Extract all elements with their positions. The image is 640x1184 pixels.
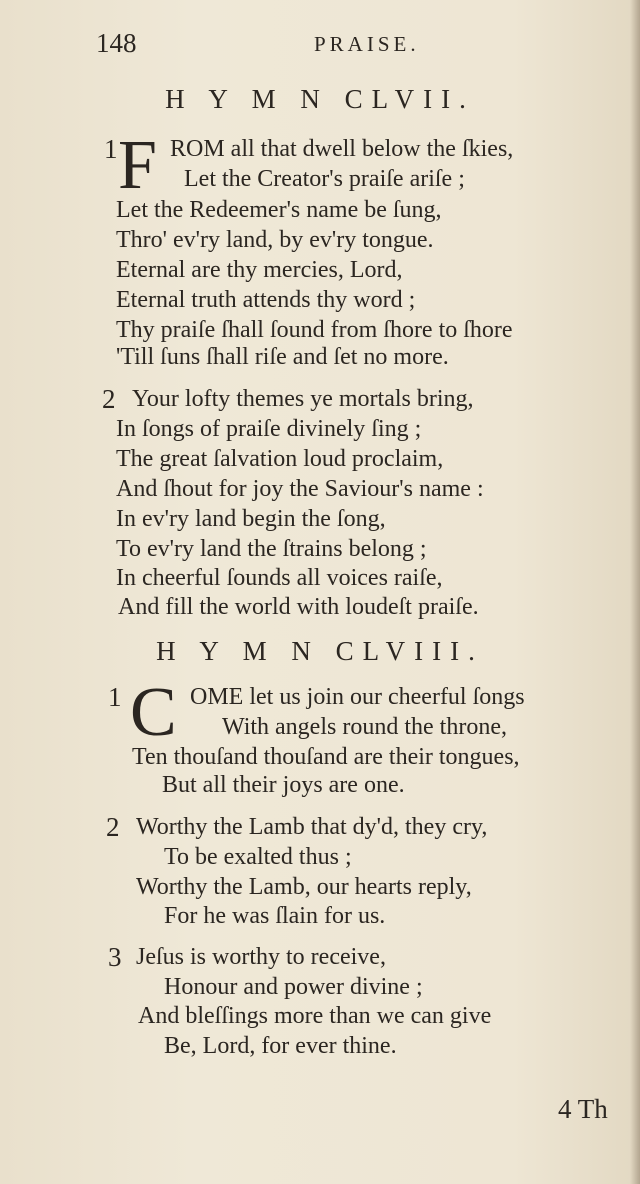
hymn-title-clviii: H Y M N CLVIII. (156, 636, 484, 666)
hymn-line: And ſhout for joy the Saviour's name : (116, 476, 484, 502)
hymn-title-clvii: H Y M N CLVII. (165, 84, 475, 114)
page-number: 148 (96, 28, 137, 58)
hymn-line: With angels round the throne, (222, 714, 507, 740)
hymn-line: And bleſſings more than we can give (138, 1003, 492, 1029)
hymn-line: And fill the world with loudeſt praiſe. (118, 594, 479, 620)
verse-number: 2 (106, 812, 120, 842)
drop-cap: F (118, 127, 157, 204)
hymn-line: Let the Redeemer's name be ſung, (116, 197, 442, 223)
hymn-line: To ev'ry land the ſtrains belong ; (116, 536, 427, 562)
hymn-line: Thy praiſe ſhall ſound from ſhore to ſhore (116, 317, 513, 343)
hymn-line: To be exalted thus ; (164, 844, 352, 870)
catchword: 4 Th (558, 1094, 608, 1124)
section-title: PRAISE. (314, 32, 420, 56)
hymn-line: For he was ſlain for us. (164, 903, 386, 929)
page-edge-shadow (630, 0, 640, 1184)
hymn-line: Worthy the Lamb that dy'd, they cry, (136, 814, 488, 840)
hymn-line: Jeſus is worthy to receive, (136, 944, 386, 970)
hymn-line: Your lofty themes ye mortals bring, (132, 386, 474, 412)
hymn-line: Let the Creator's praiſe ariſe ; (184, 166, 465, 192)
hymn-line: In ev'ry land begin the ſong, (116, 506, 386, 532)
hymn-line: In ſongs of praiſe divinely ſing ; (116, 416, 422, 442)
drop-cap: C (130, 674, 177, 751)
hymn-line: Thro' ev'ry land, by ev'ry tongue. (116, 227, 434, 253)
hymn-line: Be, Lord, for ever thine. (164, 1033, 397, 1059)
hymn-line: Ten thouſand thouſand are their tongues, (132, 744, 520, 770)
hymn-line: In cheerful ſounds all voices raiſe, (116, 565, 443, 591)
verse-number: 1 (108, 682, 122, 712)
hymn-line: Eternal truth attends thy word ; (116, 287, 416, 313)
hymn-line: Eternal are thy mercies, Lord, (116, 257, 403, 283)
hymn-line: 'Till ſuns ſhall riſe and ſet no more. (116, 344, 449, 370)
hymn-line: Honour and power divine ; (164, 974, 423, 1000)
hymn-line: But all their joys are one. (162, 772, 405, 798)
hymn-line: ROM all that dwell below the ſkies, (170, 136, 514, 162)
hymn-line: The great ſalvation loud proclaim, (116, 446, 444, 472)
hymn-line: Worthy the Lamb, our hearts reply, (136, 874, 472, 900)
verse-number: 2 (102, 384, 116, 414)
running-head (96, 28, 616, 64)
hymn-line: OME let us join our cheerful ſongs (190, 684, 525, 710)
verse-number: 1 (104, 134, 118, 164)
verse-number: 3 (108, 942, 122, 972)
